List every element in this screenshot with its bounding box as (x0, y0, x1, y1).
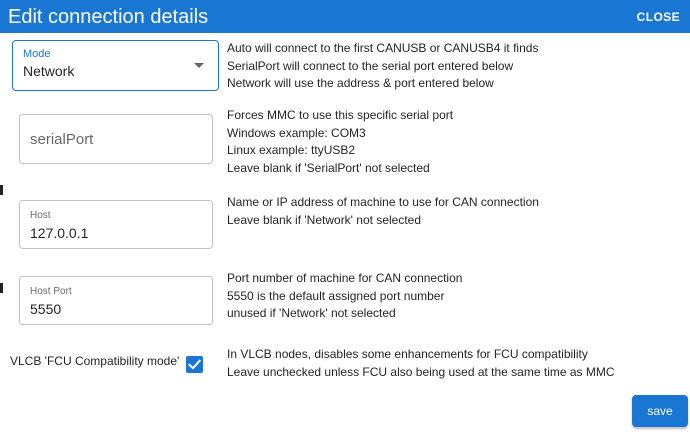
dialog-title: Edit connection details (8, 6, 209, 28)
description-line: unused if 'Network' not selected (227, 306, 396, 320)
description-line: Leave unchecked unless FCU also being used at the same time as MMC (227, 364, 615, 379)
description-line: Windows example: COM3 (227, 125, 366, 140)
host-port-label: Host Port (30, 286, 72, 297)
description-line: 5550 is the default assigned port number (227, 288, 445, 303)
mode-label: Mode (23, 48, 51, 60)
description-line: Port number of machine for CAN connection (227, 271, 463, 285)
dialog-title-bar (0, 0, 690, 33)
mode-description (227, 40, 538, 93)
checkmark-icon (187, 357, 202, 372)
vlcb-checkbox-label: VLCB 'FCU Compatibility mode' (10, 354, 180, 368)
description-line: In VLCB nodes, disables some enhancements for FCU compatibility (227, 347, 588, 361)
host-label: Host (30, 210, 51, 221)
description-line: Leave blank if 'SerialPort' not selected (227, 160, 430, 175)
mode-select[interactable] (12, 40, 219, 91)
description-line: Name or IP address of machine to use for CAN connection (227, 195, 539, 209)
description-line: Leave blank if 'Network' not selected (227, 212, 422, 227)
vlcb-checkbox[interactable] (186, 356, 203, 373)
host-port-description (227, 270, 462, 323)
serial-port-description (227, 107, 453, 177)
description-line: Forces MMC to use this specific serial port (227, 108, 454, 122)
host-input[interactable] (19, 200, 213, 249)
description-line: SerialPort will connect to the serial port entered below (227, 58, 514, 73)
description-line: Linux example: ttyUSB2 (227, 143, 356, 157)
serial-port-placeholder: serialPort (30, 131, 94, 148)
background-text-fragment (0, 283, 3, 293)
save-button[interactable]: save (632, 395, 688, 427)
description-line: Network will use the address & port entered below (227, 76, 494, 90)
close-button[interactable]: CLOSE (636, 10, 680, 24)
host-port-value: 5550 (30, 301, 62, 317)
vlcb-description (227, 346, 615, 381)
serial-port-input[interactable] (19, 114, 213, 164)
host-value: 127.0.0.1 (30, 225, 89, 241)
host-description (227, 194, 539, 229)
dropdown-arrow-icon (194, 63, 204, 68)
description-line: Auto will connect to the first CANUSB or CANUSB4 it finds (227, 41, 539, 55)
background-text-fragment (0, 185, 3, 195)
mode-value: Network (23, 63, 75, 79)
host-port-input[interactable] (19, 276, 213, 325)
